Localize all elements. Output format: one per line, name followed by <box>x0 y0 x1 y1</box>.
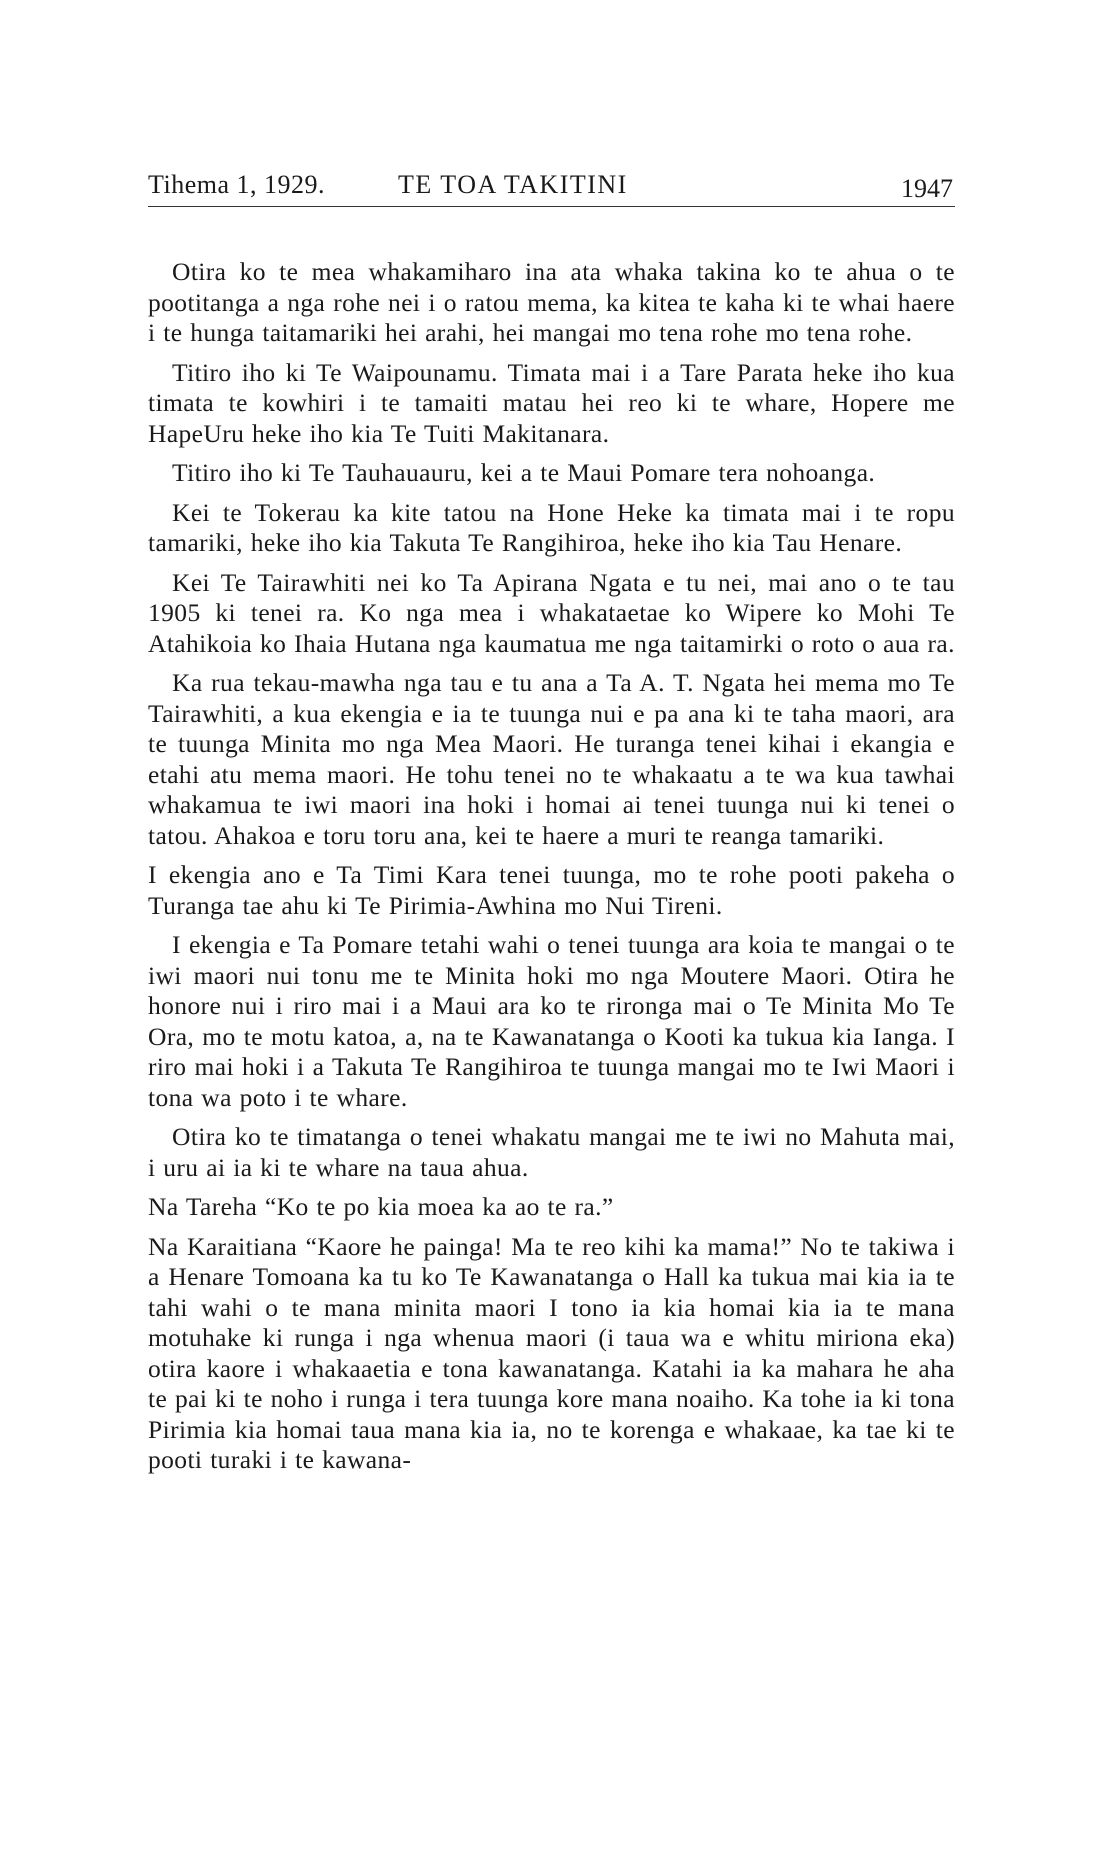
running-header <box>148 166 955 207</box>
paragraph: Titiro iho ki Te Waipounamu. Timata mai i a Tare Parata heke iho kua timata te kowhiri i te tamaiti matau hei reo ki te whare, Hopere me HapeUru heke iho kia Te Tuiti Makitanara. <box>148 357 955 448</box>
paragraph: Kei Te Tairawhiti nei ko Ta Apirana Ngata e tu nei, mai ano o te tau 1905 ki tenei ra. Ko nga mea i whakataetae ko Wipere ko Mohi Te Atahikoia ko Ihaia Hutana nga kaumatua me nga taitamirki o roto o aua ra. <box>148 567 955 658</box>
paragraph: Otira ko te timatanga o tenei whakatu mangai me te iwi no Mahuta mai, i uru ai ia ki te whare na taua ahua. <box>148 1122 955 1182</box>
paragraph: Na Tareha “Ko te po kia moea ka ao te ra.” <box>148 1192 614 1221</box>
header-date: Tihema 1, 1929. <box>148 170 325 199</box>
paragraph: Otira ko te mea whakamiharo ina ata whaka takina ko te ahua o te pootitanga a nga rohe nei i o ratou mema, ka kitea te kaha ki te whai haere i te hunga taitamariki hei arahi, hei mangai mo tena rohe mo tena rohe. <box>148 257 955 347</box>
paragraph: Ka rua tekau-mawha nga tau e tu ana a Ta A. T. Ngata hei mema mo Te Tairawhiti, a kua ekengia e ia te tuunga nui e pa ana ki te taha maori, ara te tuunga Minita mo nga Mea Maori. He turanga tenei kihai i ekangia e etahi atu mema maori. He tohu tenei no te whakaatu a te wa kua tawhai whakamua te iwi maori ina hoki i homai ai tenei tuunga nui ki tenei o tatou. Ahakoa e toru toru ana, kei te haere a muri te reanga tamariki. <box>148 668 955 850</box>
paragraph: Na Karaitiana “Kaore he painga! Ma te reo kihi ka mama!” No te takiwa i a Henare Tomoana ka tu ko Te Kawanatanga o Hall ka tukua mai kia ia te tahi wahi o te mana minita maori I tono ia kia homai kia ia te mana motuhake ki runga i nga whenua maori (i taua wa e whitu miriona eka) otira kaore i whakaaetia e tona kawanatanga. Katahi ia ka mahara he aha te pai ki te noho i runga i tera tuunga kore mana noaiho. Ka tohe ia ki tona Pirimia kia homai taua mana kia ia, no te korenga e whakaae, ka tae ki te pooti turaki i te kawana- <box>148 1231 955 1474</box>
header-title: TE TOA TAKITINI <box>398 170 628 199</box>
article-body <box>148 257 955 1476</box>
paragraph: Titiro iho ki Te Tauhauauru, kei a te Maui Pomare tera nohoanga. <box>172 458 876 487</box>
page-number: 1947 <box>901 174 953 203</box>
paragraph: I ekengia e Ta Pomare tetahi wahi o tenei tuunga ara koia te mangai o te iwi maori nui tonu me te Minita hoki mo nga Moutere Maori. Otira he honore nui i riro mai i a Maui ara ko te rironga mai o Te Minita Mo Te Ora, mo te motu katoa, a, na te Kawanatanga o Kooti ka tukua kia Ianga. I riro mai hoki i a Takuta Te Rangihiroa te tuunga mangai mo te Iwi Maori i tona wa poto i te whare. <box>148 930 955 1112</box>
paragraph: Kei te Tokerau ka kite tatou na Hone Heke ka timata mai i te ropu tamariki, heke iho kia Takuta Te Rangihiroa, heke iho kia Tau Henare. <box>148 497 955 557</box>
paragraph: I ekengia ano e Ta Timi Kara tenei tuunga, mo te rohe pooti pakeha o Turanga tae ahu ki Te Pirimia-Awhina mo Nui Tireni. <box>148 860 955 920</box>
document-page <box>148 166 955 1485</box>
